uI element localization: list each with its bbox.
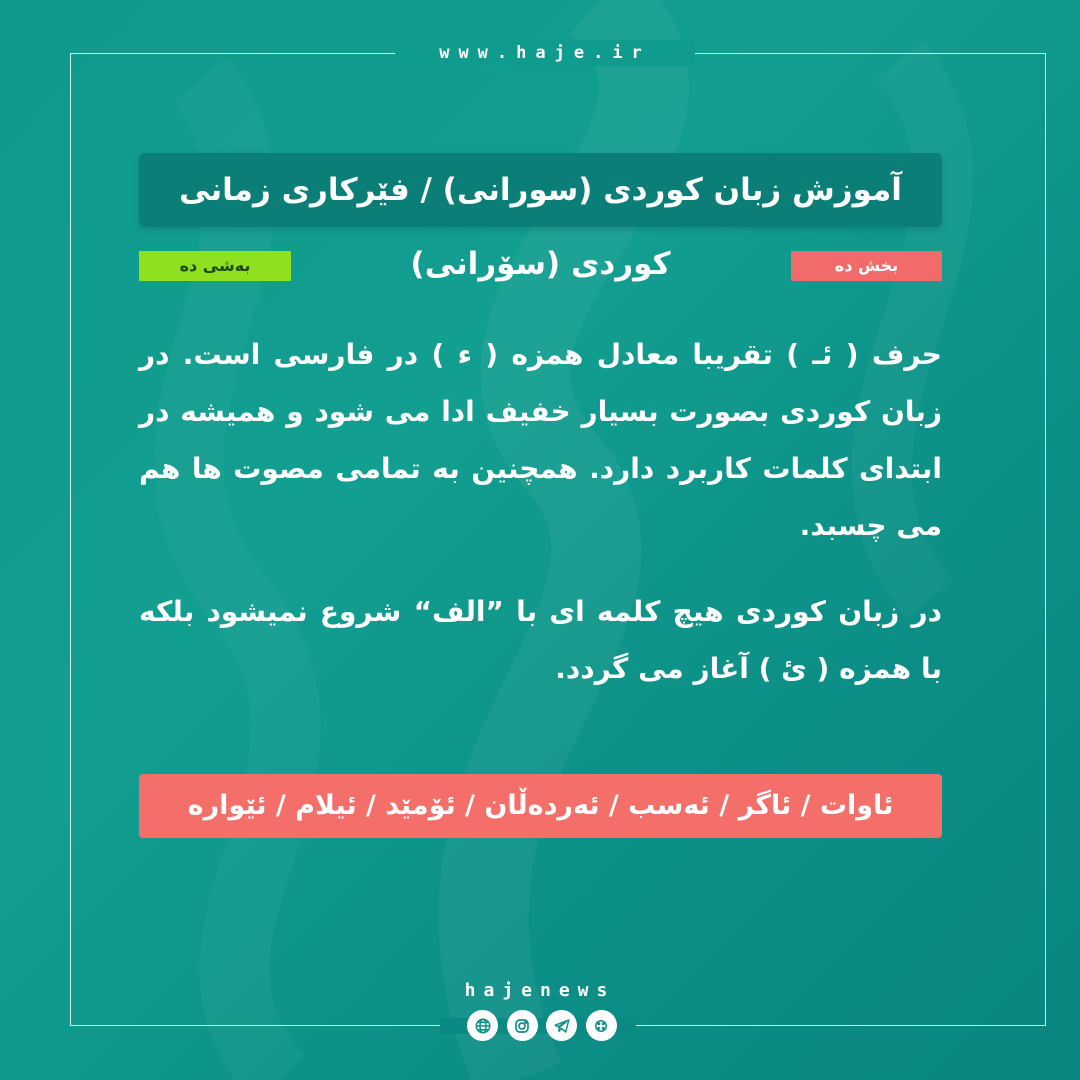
website-url: www.haje.ir: [395, 40, 695, 66]
social-links: [467, 1010, 617, 1042]
page-title: آموزش زبان کوردی (سورانی) / فێرکاری زمانی کوردی (سۆرانی): [139, 153, 942, 227]
instagram-icon[interactable]: [507, 1010, 538, 1041]
lesson-paragraph-1: حرف ( ئـ ) تقریبا معادل همزه ( ء ) در فارسی است. در زبان کوردی بصورت بسیار خفیف ادا می شود و همیشه در ابتدای کلمات کاربرد دارد. همچنین به تمامی مصوت ها هم می چسبد.: [139, 338, 942, 542]
lesson-paragraph-2: در زبان کوردی هیچ کلمه ای با ”الف“ شروع نمیشود بلکه با همزه ( ئ ) آغاز می گردد.: [139, 595, 942, 685]
aparat-icon[interactable]: [586, 1010, 617, 1041]
telegram-icon[interactable]: [546, 1010, 577, 1041]
kurdish-lesson-badge: بەشی دە: [139, 251, 291, 281]
example-words: ئاوات / ئاگر / ئەسب / ئەردەڵان / ئۆمێد / ئیلام / ئێوارە: [139, 774, 942, 838]
globe-icon[interactable]: [467, 1010, 498, 1041]
persian-lesson-badge: بخش ده: [791, 251, 942, 281]
brand-name: hajenews: [464, 980, 616, 1001]
